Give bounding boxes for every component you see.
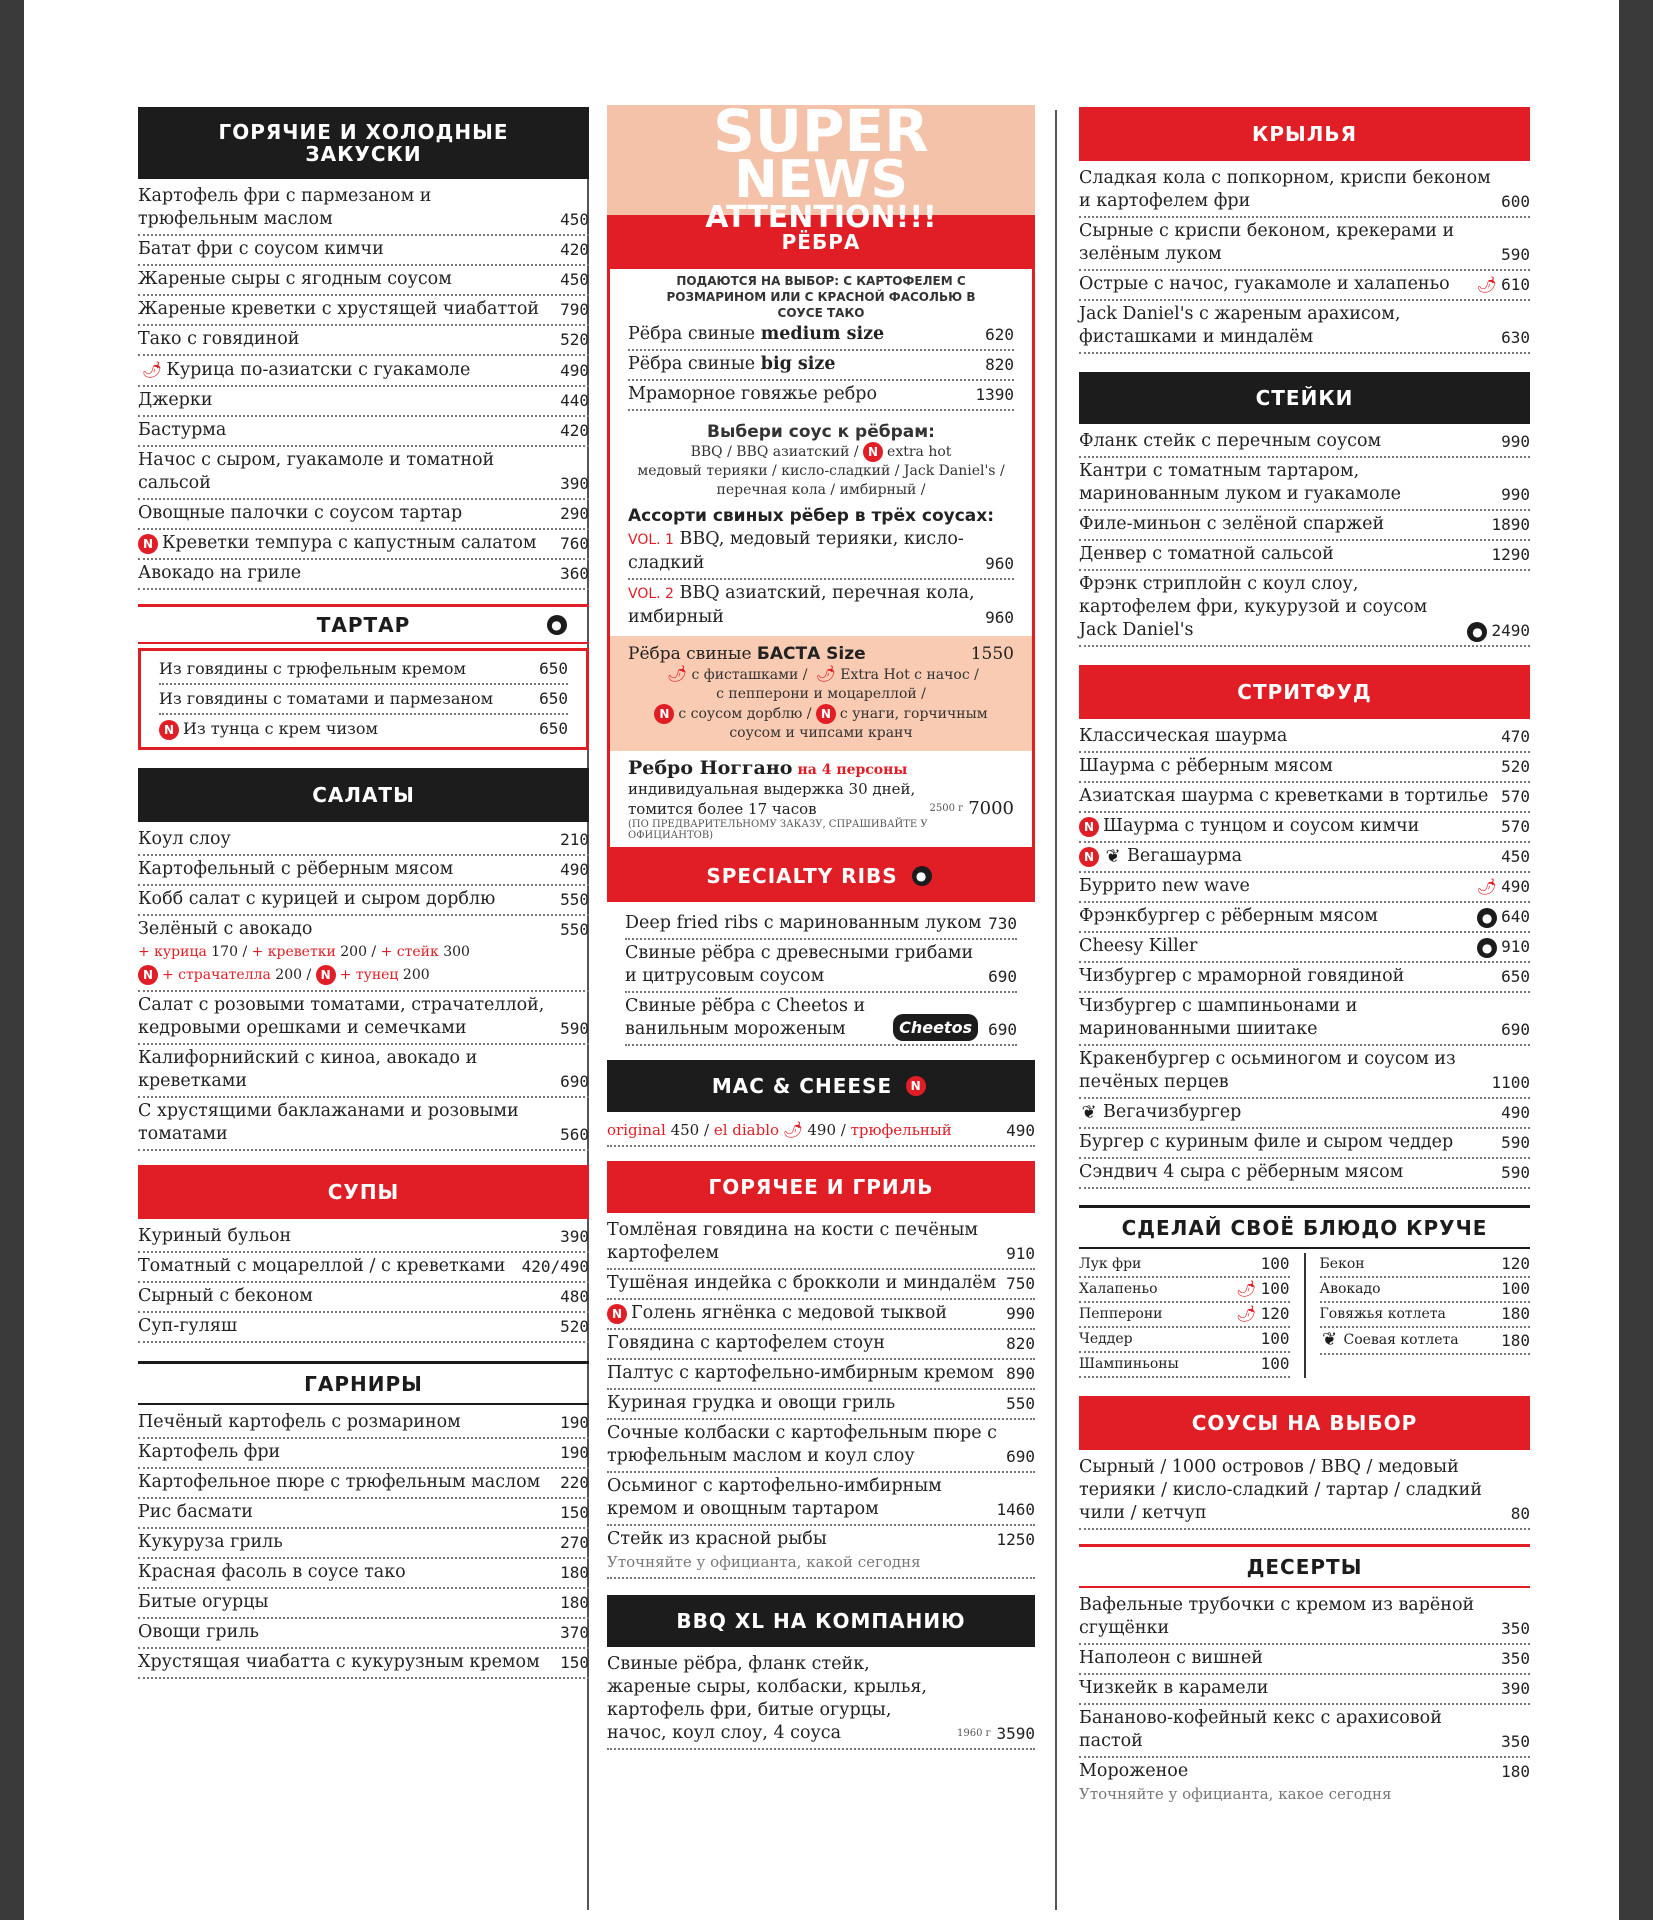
menu-item: Овощи гриль 370 — [138, 1619, 589, 1649]
menu-item: Картофель фри 190 — [138, 1439, 589, 1469]
menu-page — [24, 0, 1619, 1920]
deserty-list — [1079, 1592, 1530, 1809]
menu-item: Начос с сыром, гуакамоле и томатной сальсой 390 — [138, 447, 589, 500]
menu-item: Cheesy Killer ● 910 — [1079, 933, 1530, 963]
menu-item: Битые огурцы 180 — [138, 1589, 589, 1619]
menu-item: Куриный бульон 390 — [138, 1223, 589, 1253]
ribs-box — [607, 215, 1035, 850]
menu-item: Овощные палочки с соусом тартар 290 — [138, 500, 589, 530]
zakuski-list — [138, 183, 589, 590]
bbq-set: Свиные рёбра, фланк стейк, жареные сыры, колбаски, крылья, картофель фри, битые огурцы, начос, коул слоу, 4 соуса 1960 г 3590 — [607, 1651, 1035, 1750]
extra-right — [1306, 1253, 1531, 1378]
new-icon: N — [1079, 817, 1099, 837]
menu-item: Говяжья котлета 180 — [1320, 1303, 1531, 1328]
chili-icon: 🌶 — [142, 360, 163, 379]
steiki-list — [1079, 428, 1530, 647]
grill-list — [607, 1217, 1035, 1579]
menu-item: 🌶 Курица по-азиатски с гуакамоле 490 — [138, 356, 589, 387]
sauce-options: Сырный / 1000 островов / BBQ / медовый терияки / кисло-сладкий / тартар / сладкий чили / кетчуп 80 — [1079, 1454, 1530, 1530]
section-title-supy: СУПЫ — [138, 1165, 589, 1219]
menu-item: Чизкейк в карамели 390 — [1079, 1675, 1530, 1705]
menu-item: Сырный с беконом 480 — [138, 1283, 589, 1313]
menu-item: N Из тунца с крем чизом 650 — [159, 715, 568, 743]
salaty-list — [138, 826, 589, 1151]
menu-item: Салат с розовыми томатами, страчателлой, кедровыми орешками и семечками 590 — [138, 992, 589, 1045]
menu-item: Бургер с куриным филе и сыром чеддер 590 — [1079, 1129, 1530, 1159]
menu-item: Джерки 440 — [138, 387, 589, 417]
section-title-extra: СДЕЛАЙ СВОЁ БЛЮДО КРУЧЕ — [1079, 1205, 1530, 1249]
menu-item: Говядина с картофелем стоун 820 — [607, 1330, 1035, 1360]
supy-list — [138, 1223, 589, 1343]
menu-item: Зелёный с авокадо 550 + курица 170 / + креветки 200 / + стейк 300 N + страчателла 200 / N + тунец 200 — [138, 916, 589, 992]
bomb-icon: ● — [1477, 908, 1497, 928]
salad-addons: + курица 170 / + креветки 200 / + стейк 300 — [138, 944, 470, 960]
street-list — [1079, 723, 1530, 1189]
menu-item: Азиатская шаурма с креветками в тортилье 570 — [1079, 783, 1530, 813]
menu-item: Суп-гуляш 520 — [138, 1313, 589, 1343]
menu-item: Денвер с томатной сальсой 1290 — [1079, 541, 1530, 571]
bomb-icon: ● — [547, 615, 567, 635]
krylya-list — [1079, 165, 1530, 354]
section-title-specialty: SPECIALTY RIBS ● — [607, 850, 1035, 902]
menu-item: Чизбургер с шампиньонами и маринованными шиитаке 690 — [1079, 993, 1530, 1046]
menu-item: Картофель фри с пармезаном и трюфельным маслом 450 — [138, 183, 589, 236]
menu-item: Острые с начос, гуакамоле и халапеньо 🌶 610 — [1079, 271, 1530, 301]
menu-item: Сочные колбаски с картофельным пюре с трюфельным маслом и коул слоу 690 — [607, 1420, 1035, 1473]
sauce-list: BBQ / BBQ азиатский / N extra hot медовый терияки / кисло-сладкий / Jack Daniel's / перечная кола / имбирный / — [637, 444, 1005, 498]
chili-icon: 🌶 — [783, 1120, 804, 1139]
menu-item: Свиные рёбра с древесными грибами и цитрусовым соусом 690 — [625, 940, 1017, 993]
menu-item: ❦ Соевая котлета 180 — [1320, 1328, 1531, 1355]
chili-icon: 🌶 — [1236, 1304, 1257, 1323]
cheetos-logo: Cheetos — [893, 1014, 978, 1041]
menu-item: Кукуруза гриль 270 — [138, 1529, 589, 1559]
menu-item: Рис басмати 150 — [138, 1499, 589, 1529]
menu-item: Тушёная индейка с брокколи и миндалём 750 — [607, 1270, 1035, 1300]
menu-column-2 — [607, 97, 1035, 1750]
nogano-ribs: Ребро Ноггано на 4 персоны индивидуальная выдержка 30 дней, томится более 17 часов 2500 г 7000 (ПО ПРЕДВАРИТЕЛЬНОМУ ЗАКАЗУ, СПРАШИВАЙТЕ У ОФИЦИАНТОВ) — [628, 757, 1014, 841]
menu-item: Бекон 120 — [1320, 1253, 1531, 1278]
section-title-sousy: СОУСЫ НА ВЫБОР — [1079, 1396, 1530, 1450]
section-title-mac: MAC & CHEESE N — [607, 1060, 1035, 1112]
new-icon: N — [138, 965, 158, 985]
column-divider — [1055, 110, 1057, 1910]
chili-icon: 🌶 — [1476, 877, 1498, 896]
leaf-icon: ❦ — [1081, 1101, 1097, 1123]
menu-item: Сырные с криспи беконом, крекерами и зелёным луком 590 — [1079, 218, 1530, 271]
menu-item: Авокадо 100 — [1320, 1278, 1531, 1303]
menu-item: VOL. 2 BBQ азиатский, перечная кола, имбирный 960 — [628, 583, 1014, 627]
menu-item: Сладкая кола с попкорном, криспи беконом и картофелем фри 600 — [1079, 165, 1530, 218]
section-title-rebra: РЁБРА — [610, 215, 1032, 269]
chili-icon: 🌶 — [1476, 275, 1498, 294]
new-icon: N — [159, 720, 179, 740]
section-title-garniry: ГАРНИРЫ — [138, 1361, 589, 1405]
menu-item: Авокадо на гриле 360 — [138, 560, 589, 590]
leaf-icon: ❦ — [1321, 1329, 1338, 1350]
menu-item: С хрустящими баклажанами и розовыми томатами 560 — [138, 1098, 589, 1151]
menu-item: Тако с говядиной 520 — [138, 326, 589, 356]
menu-item: Пепперони 🌶 120 — [1079, 1303, 1290, 1328]
section-title-steiki: СТЕЙКИ — [1079, 372, 1530, 424]
menu-item: Лук фри 100 — [1079, 1253, 1290, 1278]
specialty-list — [607, 906, 1035, 1050]
menu-item: Халапеньо 🌶 100 — [1079, 1278, 1290, 1303]
menu-item: Печёный картофель с розмарином 190 — [138, 1409, 589, 1439]
menu-item: Калифорнийский с киноа, авокадо и креветками 690 — [138, 1045, 589, 1098]
new-icon: N — [1079, 847, 1099, 867]
mac-options: original 450 / el diablo 🌶 490 / трюфельный 490 — [607, 1116, 1035, 1147]
menu-item: Кобб салат с курицей и сыром дорблю 550 — [138, 886, 589, 916]
menu-item: Томлёная говядина на кости с печёным картофелем 910 — [607, 1217, 1035, 1270]
new-icon: N — [607, 1304, 627, 1324]
menu-item: Мраморное говяжье ребро 1390 — [628, 381, 1014, 411]
bomb-icon: ● — [1477, 938, 1497, 958]
menu-item: Томатный с моцареллой / с креветками 420/490 — [138, 1253, 589, 1283]
chili-icon: 🌶 — [667, 664, 688, 683]
section-title-grill: ГОРЯЧЕЕ И ГРИЛЬ — [607, 1161, 1035, 1213]
tartar-list — [138, 648, 589, 750]
menu-item: N Креветки темпура с капустным салатом 760 — [138, 530, 589, 560]
assorti-title: Ассорти свиных рёбер в трёх соусах: — [628, 506, 995, 526]
super-news-banner: SUPER NEWS ATTENTION!!! — [607, 105, 1035, 215]
section-title-krylya: КРЫЛЬЯ — [1079, 107, 1530, 161]
menu-item: Осьминог с картофельно-имбирным кремом и овощным тартаром 1460 — [607, 1473, 1035, 1526]
new-icon: N — [654, 704, 674, 724]
leaf-icon: ❦ — [1105, 845, 1121, 867]
basta-ribs: Рёбра свиные БАСТА Size 1550 🌶 с фисташками / 🌶 Extra Hot с начос / с пепперони и моцареллой / N с соусом дорблю / N с унаги, горчичным соусом и чипсами кранч — [610, 636, 1032, 751]
menu-item: Jack Daniel's с жареным арахисом, фисташками и миндалём 630 — [1079, 301, 1530, 354]
chili-icon: 🌶 — [1236, 1279, 1257, 1298]
menu-item: Рёбра свиные big size 820 — [628, 351, 1014, 381]
menu-column-3 — [1079, 105, 1530, 1809]
new-icon: N — [316, 965, 336, 985]
menu-item: Куриная грудка и овощи гриль 550 — [607, 1390, 1035, 1420]
menu-item: Бананово-кофейный кекс с арахисовой пастой 350 — [1079, 1705, 1530, 1758]
bomb-icon: ● — [1467, 622, 1487, 642]
menu-item: Жареные сыры с ягодным соусом 450 — [138, 266, 589, 296]
menu-item: Филе-миньон с зелёной спаржей 1890 — [1079, 511, 1530, 541]
menu-item: Кракенбургер с осьминогом и соусом из печёных перцев 1100 — [1079, 1046, 1530, 1099]
menu-item: Картофельный с рёберным мясом 490 — [138, 856, 589, 886]
menu-item: Картофельное пюре с трюфельным маслом 220 — [138, 1469, 589, 1499]
menu-item: Красная фасоль в соусе тако 180 — [138, 1559, 589, 1589]
menu-item: Чизбургер с мраморной говядиной 650 — [1079, 963, 1530, 993]
menu-item: Шаурма с рёберным мясом 520 — [1079, 753, 1530, 783]
menu-item: Наполеон с вишней 350 — [1079, 1645, 1530, 1675]
menu-item: Чеддер 100 — [1079, 1328, 1290, 1353]
menu-item: Мороженое 180 Уточняйте у официанта, какое сегодня — [1079, 1761, 1530, 1803]
section-title-street: СТРИТФУД — [1079, 665, 1530, 719]
menu-item: Буррито new wave 🌶 490 — [1079, 873, 1530, 903]
section-title-salaty: САЛАТЫ — [138, 768, 589, 822]
new-icon: N — [816, 704, 836, 724]
menu-item: Рёбра свиные medium size 620 — [628, 321, 1014, 351]
menu-item: Коул слоу 210 — [138, 826, 589, 856]
salad-addons: N + страчателла 200 / N + тунец 200 — [138, 964, 589, 987]
menu-item: Шампиньоны 100 — [1079, 1353, 1290, 1378]
new-icon: N — [863, 442, 883, 462]
menu-item: Кантри с томатным тартаром, маринованным луком и гуакамоле 990 — [1079, 458, 1530, 511]
garniry-list — [138, 1409, 589, 1679]
menu-item: N ❦ Вегашаурма 450 — [1079, 843, 1530, 873]
menu-item: Deep fried ribs с маринованным луком 730 — [625, 910, 1017, 940]
section-title-tartar: ТАРТАР ● — [138, 604, 589, 644]
menu-item: Жареные креветки с хрустящей чиабаттой 790 — [138, 296, 589, 326]
menu-item: Батат фри с соусом кимчи 420 — [138, 236, 589, 266]
menu-item: Хрустящая чиабатта с кукурузным кремом 150 — [138, 1649, 589, 1679]
ribs-note: ПОДАЮТСЯ НА ВЫБОР: С КАРТОФЕЛЕМ С РОЗМАРИНОМ ИЛИ С КРАСНОЙ ФАСОЛЬЮ В СОУСЕ ТАКО — [666, 274, 976, 320]
new-icon: N — [138, 534, 158, 554]
menu-item: Свиные рёбра с Cheetos и ванильным мороженым Cheetos 690 — [625, 993, 1017, 1046]
chili-icon: 🌶 — [815, 664, 837, 683]
menu-item: Из говядины с томатами и пармезаном 650 — [159, 685, 568, 715]
menu-item: ❦ Вегачизбургер 490 — [1079, 1099, 1530, 1129]
menu-item: N Голень ягнёнка с медовой тыквой 990 — [607, 1300, 1035, 1330]
menu-item: Фрэнк стриплойн с коул слоу, картофелем фри, кукурузой и соусом Jack Daniel's ● 2490 — [1079, 571, 1530, 647]
extra-grid — [1079, 1253, 1530, 1378]
menu-item: Фрэнкбургер с рёберным мясом ● 640 — [1079, 903, 1530, 933]
menu-item: Палтус с картофельно-имбирным кремом 890 — [607, 1360, 1035, 1390]
sauce-title: Выбери соус к рёбрам: — [707, 422, 935, 442]
extra-left — [1079, 1253, 1306, 1378]
menu-item: Фланк стейк с перечным соусом 990 — [1079, 428, 1530, 458]
menu-item: Бастурма 420 — [138, 417, 589, 447]
menu-item: VOL. 1 BBQ, медовый терияки, кисло-сладкий 960 — [628, 526, 1014, 580]
menu-item: Стейк из красной рыбы 1250 Уточняйте у официанта, какой сегодня — [607, 1526, 1035, 1579]
bomb-icon: ● — [912, 866, 932, 886]
section-title-deserty: ДЕСЕРТЫ — [1079, 1544, 1530, 1588]
menu-item: Вафельные трубочки с кремом из варёной сгущёнки 350 — [1079, 1592, 1530, 1645]
menu-item: Классическая шаурма 470 — [1079, 723, 1530, 753]
new-icon: N — [906, 1076, 926, 1096]
section-title-bbq: BBQ XL НА КОМПАНИЮ — [607, 1595, 1035, 1647]
menu-item: Сэндвич 4 сыра с рёберным мясом 590 — [1079, 1159, 1530, 1189]
menu-item: N Шаурма с тунцом и соусом кимчи 570 — [1079, 813, 1530, 843]
section-title-zakuski: ГОРЯЧИЕ И ХОЛОДНЫЕ ЗАКУСКИ — [138, 107, 589, 179]
menu-item: Из говядины с трюфельным кремом 650 — [159, 655, 568, 685]
menu-column-1 — [138, 105, 589, 1679]
